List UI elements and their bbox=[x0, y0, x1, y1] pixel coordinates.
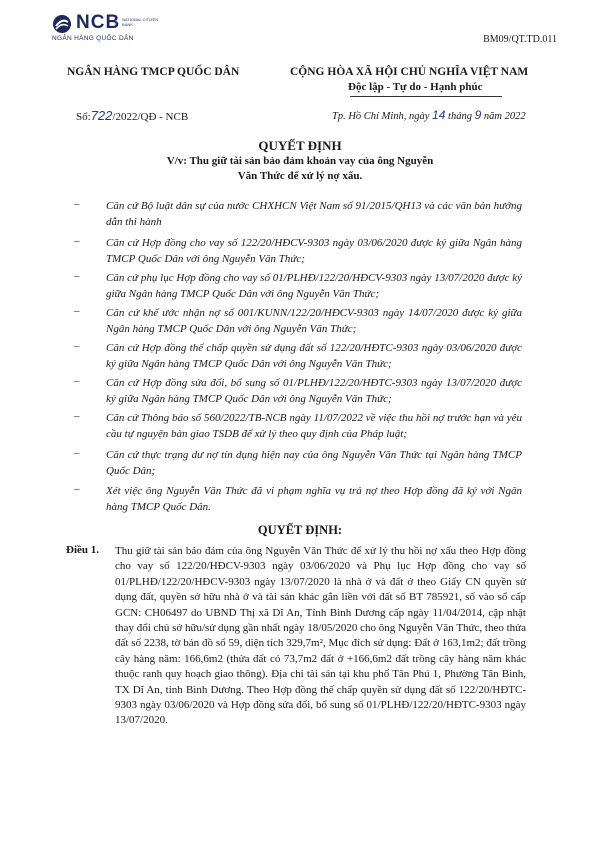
logo-subtitle: NATIONAL CITIZEN BANK bbox=[122, 17, 159, 27]
list-dash: – bbox=[74, 483, 80, 495]
list-item: Căn cứ Hợp đồng cho vay số 122/20/HĐCV-9303 ngày 03/06/2020 được ký giữa Ngân hàng TMCP Quốc Dân với ông Nguyễn Văn Thức; bbox=[106, 237, 522, 265]
list-dash: – bbox=[74, 305, 80, 317]
list-dash: – bbox=[74, 340, 80, 352]
list-item: Căn cứ Thông báo số 560/2022/TB-NCB ngày 11/07/2022 về việc thu hồi nợ trước hạn và yêu cầu tự nguyện bàn giao TSDB để xử lý theo quy định của Pháp luật; bbox=[106, 412, 522, 440]
doc-no-suffix: /2022/QĐ - NCB bbox=[112, 111, 189, 123]
date-month: 9 bbox=[474, 108, 482, 122]
logo-text: NCB bbox=[76, 12, 121, 33]
list-item: Căn cứ thực trạng dư nợ tín dụng hiện nay của ông Nguyễn Văn Thức tại Ngân hàng TMCP Quốc Dân; bbox=[106, 449, 522, 477]
article-1-text: Thu giữ tài sản bảo đảm của ông Nguyễn Văn Thức để xử lý thu hồi nợ xấu theo Hợp đồng cho vay số 122/20/HĐCV-9303 ngày 03/06/2020 và Phụ lục Hợp đồng cho vay số 01/PLHĐ/122/20/HĐCV-9303 ngày 13/07/2020 là nhà ở và đất ở theo Giấy CN quyền sử dụng đất, quyền sở hữu nhà ở và tài sản khác gắn liền với đất số BT 785921, số vào sổ cấp GCN: CH06497 do UBND Thị xã Dĩ An, Tỉnh Bình Dương cấp ngày 11/04/2014, cập nhật thay đổi chủ sở hữu/sử dụng gần nhất ngày 18/05/2020 cho ông Nguyễn Văn Thức, theo thửa đất số 2238, tờ bản đồ số 59, diện tích 329,7m², Mục đích sử dụng: Đất ở 163,1m2; đất trồng cây hàng năm: 166,6m2 (thửa đất có 73,7m2 đất ở +166,6m2 đất trồng cây hàng năm khác thuộc ranh quy hoạch giao thông). Địa chỉ tài sản tại khu phố Tân Phú 1, Phường Tân Bình, TX Dĩ An, tỉnh Bình Dương. Theo Hợp đồng thế chấp quyền sử dụng đất số 122/20/HĐTC-9303 ngày 03/06/2020 và Hợp đồng sửa đổi, bổ sung số 01/PLHĐ/122/20/HĐTC-9303 ngày 13/07/2020. bbox=[115, 545, 526, 727]
doc-no-prefix: Số: bbox=[76, 111, 91, 123]
ncb-logo-mark-icon bbox=[52, 14, 72, 34]
list-dash: – bbox=[74, 270, 80, 282]
list-item: Căn cứ Bộ luật dân sự của nước CHXHCN Việt Nam số 91/2015/QH13 và các văn bản hướng dẫn thi hành bbox=[106, 200, 522, 228]
list-dash: – bbox=[74, 198, 80, 210]
republic-title: CỘNG HÒA XÃ HỘI CHỦ NGHĨA VIỆT NAM bbox=[290, 66, 529, 78]
list-item: Căn cứ khế ước nhận nợ số 001/KUNN/122/20/HĐCV-9303 ngày 14/07/2020 được ký giữa Ngân hàng TMCP Quốc Dân với ông Nguyễn Văn Thức; bbox=[106, 307, 522, 335]
decision-heading: QUYẾT ĐỊNH: bbox=[257, 523, 343, 537]
doc-no-handwritten: 722 bbox=[90, 108, 113, 123]
subject-line-2: Văn Thức để xử lý nợ xấu. bbox=[237, 170, 363, 182]
subject-line-1: V/v: Thu giữ tài sản bảo đảm khoản vay của ông Nguyễn bbox=[166, 155, 434, 167]
month-label: tháng bbox=[448, 111, 472, 122]
form-code: BM09/QT.TD.011 bbox=[483, 34, 557, 45]
list-item: Căn cứ phụ lục Hợp đồng cho vay số 01/PLHĐ/122/20/HĐCV-9303 ngày 13/07/2020 được ký giữa Ngân hàng TMCP Quốc Dân với ông Nguyễn Văn Thức; bbox=[106, 272, 522, 300]
place-date bbox=[332, 108, 526, 122]
list-dash: – bbox=[74, 235, 80, 247]
bank-name: NGÂN HÀNG TMCP QUỐC DÂN bbox=[67, 66, 240, 78]
logo-vietnamese: NGÂN HÀNG QUỐC DÂN bbox=[52, 35, 134, 42]
year-label: năm 2022 bbox=[483, 111, 526, 122]
motto-underline bbox=[350, 96, 502, 97]
ncb-logo bbox=[52, 12, 172, 46]
document-title: QUYẾT ĐỊNH bbox=[258, 138, 342, 153]
list-item: Căn cứ Hợp đồng thế chấp quyền sử dụng đất số 122/20/HĐTC-9303 ngày 03/06/2020 được ký giữa Ngân hàng TMCP Quốc Dân với ông Nguyễn Văn Thức; bbox=[106, 342, 522, 370]
list-item: Căn cứ Hợp đồng sửa đổi, bổ sung số 01/PLHĐ/122/20/HĐTC-9303 ngày 13/07/2020 được ký giữa Ngân hàng TMCP Quốc Dân với ông Nguyễn Văn Thức; bbox=[106, 377, 522, 405]
list-dash: – bbox=[74, 375, 80, 387]
list-dash: – bbox=[74, 410, 80, 422]
article-1-label: Điều 1. bbox=[66, 544, 99, 556]
document-number bbox=[76, 108, 188, 123]
place-prefix: Tp. Hồ Chí Minh, ngày bbox=[332, 111, 430, 122]
list-dash: – bbox=[74, 447, 80, 459]
document-subject bbox=[0, 154, 600, 184]
national-motto: Độc lập - Tự do - Hạnh phúc bbox=[348, 81, 483, 93]
list-item: Xét việc ông Nguyễn Văn Thức đã vi phạm nghĩa vụ trả nợ theo Hợp đồng đã ký với Ngân hàng TMCP Quốc Dân. bbox=[106, 485, 522, 513]
date-day: 14 bbox=[432, 108, 446, 122]
